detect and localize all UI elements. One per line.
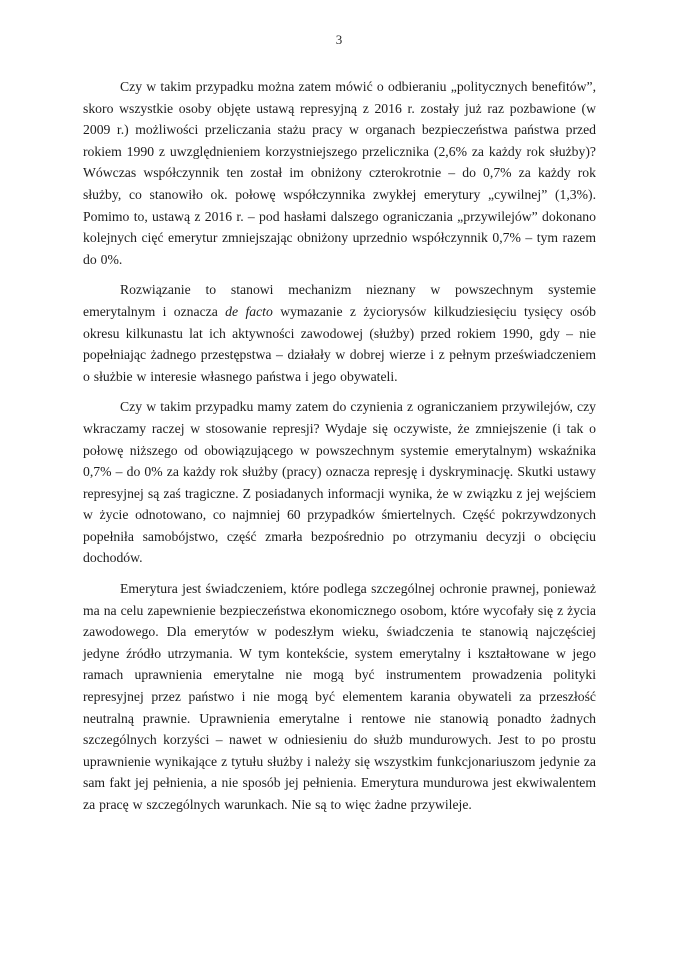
document-body [83,76,596,816]
paragraph-2 [83,279,596,387]
paragraph-4: Emerytura jest świadczeniem, które podlega szczególnej ochronie prawnej, ponieważ ma na celu zapewnienie bezpieczeństwa ekonomicznego osobom, które wycofały się z życia zawodowego. Dla emerytów w podeszłym wieku, świadczenia te stanowią najczęściej jedyne źródło utrzymania. W tym kontekście, system emerytalny i kształtowane w jego ramach uprawnienia emerytalne nie mogą być instrumentem prowadzenia polityki represyjnej przez państwo i nie mogą być elementem karania obywateli za przeszłość neutralną prawnie. Uprawnienia emerytalne i rentowe nie stanowią ponadto żadnych szczególnych korzyści – nawet w odniesieniu do służb mundurowych. Jest to po prostu uprawnienie wynikające z tytułu służby i należy się wszystkim funkcjonariuszom jedynie za sam fakt jej pełnienia, a nie sposób jej pełnienia. Emerytura mundurowa jest ekwiwalentem za pracę w szczególnych warunkach. Nie są to więc żadne przywileje. [83,581,596,812]
italic-phrase-de-facto: de facto [225,303,273,319]
paragraph-2-text-after: wymazanie z życiorysów kilkudziesięciu tysięcy osób okresu kilkunastu lat ich aktywności zawodowej (służby) przed rokiem 1990, gdy – nie popełniając żadnego przestępstwa – działały w dobrej wierze i z pełnym przeświadczeniem o służbie w interesie własnego państwa i jego obywateli. [83,303,596,384]
page-number: 3 [335,32,343,47]
paragraph-2-text-before: Rozwiązanie to stanowi mechanizm nieznany w powszechnym systemie emerytalnym i oznacza [83,282,596,319]
paragraph-1: Czy w takim przypadku można zatem mówić o odbieraniu „politycznych benefitów”, skoro wszystkie osoby objęte ustawą represyjną z 2016 r. zostały już raz pozbawione (w 2009 r.) możliwości przeliczania stażu pracy w organach bezpieczeństwa państwa przed rokiem 1990 z uwzględnieniem korzystniejszego przelicznika (2,6% za każdy rok służby)? Wówczas współczynnik ten został im obniżony czterokrotnie – do 0,7% za każdy rok służby, co stanowiło ok. połowę współczynnika zwykłej emerytury „cywilnej” (1,3%). Pomimo to, ustawą z 2016 r. – pod hasłami dalszego ograniczania „przywilejów” dokonano kolejnych cięć emerytur zmniejszając obniżony uprzednio współczynnik 0,7% – tym razem do 0%. [83,79,596,267]
paragraph-3: Czy w takim przypadku mamy zatem do czynienia z ograniczaniem przywilejów, czy wkraczamy raczej w stosowanie represji? Wydaje się oczywiste, że zmniejszenie (i tak o połowę niższego od obowiązującego w powszechnym systemie emerytalnym) wskaźnika 0,7% – do 0% za każdy rok służby (pracy) oznacza represję i dyskryminację. Skutki ustawy represyjnej są zaś tragiczne. Z posiadanych informacji wynika, że w związku z jej wejściem w życie odnotowano, co najmniej 60 przypadków śmiertelnych. Część pokrzywdzonych popełniła samobójstwo, część zmarła bezpośrednio po otrzymaniu decyzji o obcięciu dochodów. [83,399,596,566]
